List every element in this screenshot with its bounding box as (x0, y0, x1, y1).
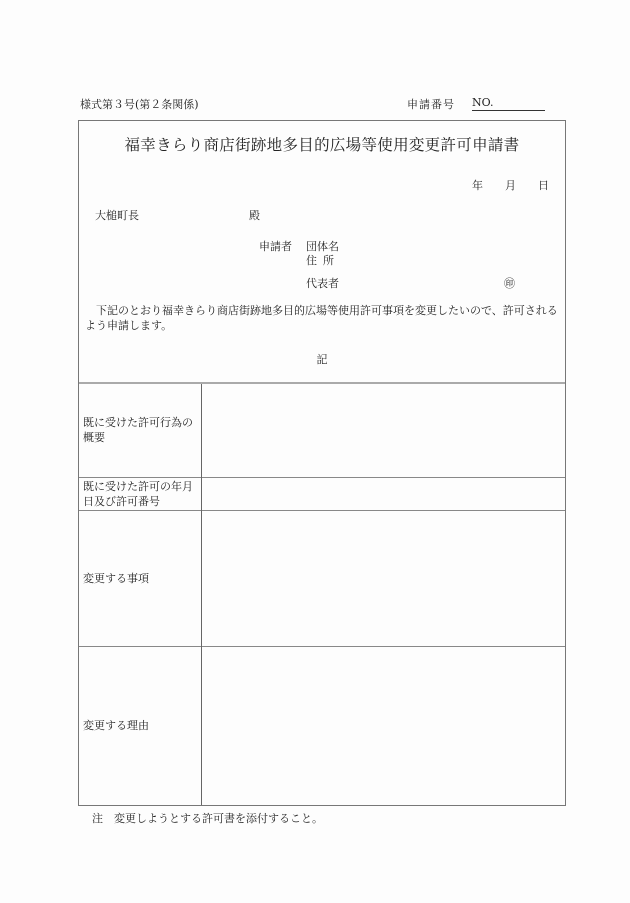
row-label: 変更する理由 (79, 646, 202, 805)
table-row (79, 510, 565, 646)
row-label: 既に受けた許可行為の概要 (79, 384, 202, 477)
table-row (79, 477, 565, 510)
date-field[interactable]: 年 月 日 (472, 179, 549, 192)
application-number-field[interactable]: NO. (472, 96, 545, 111)
table-row (79, 384, 565, 477)
row-label: 既に受けた許可の年月日及び許可番号 (79, 477, 202, 510)
form-frame (78, 120, 566, 806)
application-number-label: 申請番号 (407, 98, 455, 111)
addressee: 大槌町長 (95, 209, 139, 222)
address-label: 住所 (306, 254, 340, 267)
document-title: 福幸きらり商店街跡地多目的広場等使用変更許可申請書 (124, 136, 520, 154)
row-value[interactable] (202, 384, 566, 477)
table-row (79, 646, 565, 805)
applicant-label: 申請者 (259, 240, 292, 253)
row-value[interactable] (202, 510, 566, 646)
seal-icon: ㊞ (504, 277, 515, 290)
ki-heading: 記 (316, 353, 328, 366)
row-value[interactable] (202, 646, 566, 805)
representative-label: 代表者 (306, 277, 339, 290)
header-block (79, 121, 565, 384)
request-statement: 下記のとおり福幸きらり商店街跡地多目的広場等使用許可事項を変更したいので、許可されるよう申請します。 (85, 304, 558, 332)
honorific: 殿 (249, 209, 260, 222)
details-table (79, 384, 565, 805)
row-value[interactable] (202, 477, 566, 510)
organization-label: 団体名 (306, 240, 339, 253)
footnote: 注 変更しようとする許可書を添付すること。 (92, 812, 323, 825)
row-label: 変更する事項 (79, 510, 202, 646)
form-number: 様式第３号(第２条関係) (80, 98, 199, 111)
